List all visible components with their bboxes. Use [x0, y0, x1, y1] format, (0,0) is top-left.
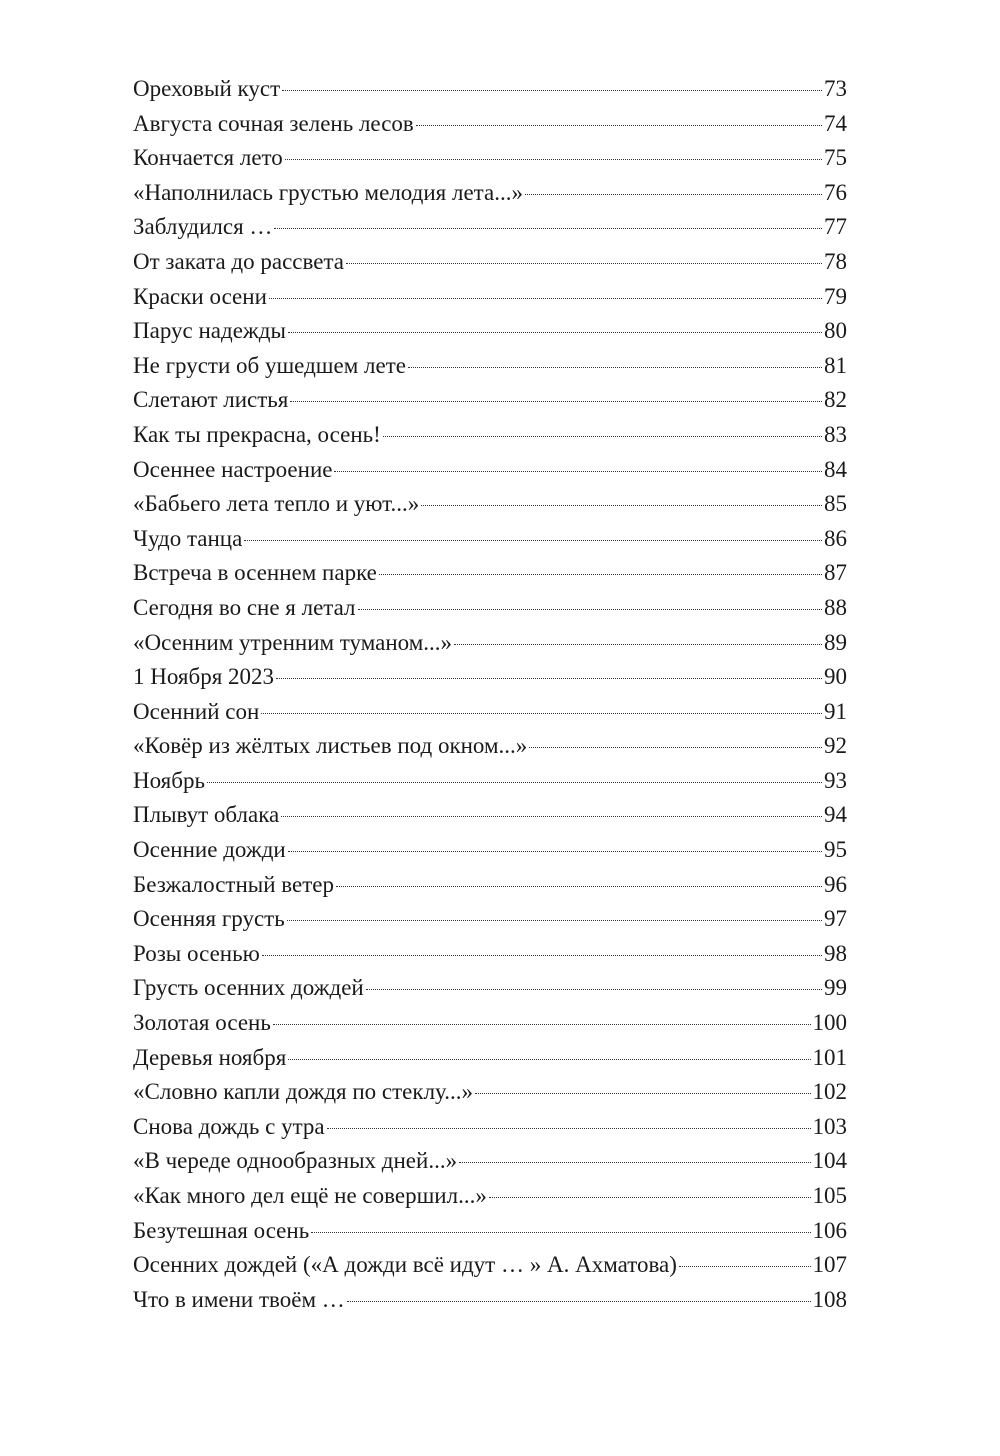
toc-entry-title: Ноябрь [133, 767, 205, 793]
toc-entry [133, 1214, 847, 1249]
toc-entry-title: «Как много дел ещё не совершил...» [133, 1183, 487, 1208]
toc-entry [133, 280, 847, 315]
toc-entry-title: «Словно капли дождя по стеклу...» [133, 1079, 473, 1105]
toc-dot-leader [311, 1232, 810, 1233]
toc-dot-leader [290, 401, 822, 402]
toc-entry-page-number: 98 [824, 940, 847, 966]
toc-entry-page-number: 104 [812, 1148, 847, 1174]
toc-entry-title: Парус надежды [133, 318, 286, 344]
toc-entry-page-number: 88 [824, 594, 847, 620]
toc-entry [133, 72, 847, 107]
toc-entry-title: Слетают листья [133, 387, 289, 413]
toc-dot-leader [408, 367, 822, 368]
toc-entry-title: Розы осенью [133, 940, 260, 966]
toc-entry [133, 833, 847, 868]
toc-entry-page-number: 79 [824, 283, 847, 309]
toc-dot-leader [287, 920, 822, 921]
toc-entry [133, 245, 847, 280]
toc-entry-page-number: 85 [824, 491, 847, 517]
toc-entry [133, 1006, 847, 1041]
toc-entry-page-number: 77 [824, 214, 847, 240]
toc-entry-title: От заката до рассвета [133, 248, 344, 274]
toc-entry-page-number: 92 [824, 733, 847, 759]
toc-entry-page-number: 100 [812, 1010, 847, 1036]
toc-dot-leader [334, 471, 822, 472]
toc-entry [133, 487, 847, 522]
toc-entry [133, 695, 847, 730]
toc-entry [133, 1283, 847, 1318]
toc-entry [133, 383, 847, 418]
toc-dot-leader [358, 609, 822, 610]
toc-entry-title: «В череде однообразных дней...» [133, 1148, 458, 1174]
toc-entry [133, 453, 847, 488]
toc-entry-page-number: 80 [824, 318, 847, 344]
toc-dot-leader [327, 1128, 811, 1129]
toc-entry [133, 210, 847, 245]
toc-entry-title: Сегодня во сне я летал [133, 594, 356, 620]
toc-dot-leader [269, 298, 822, 299]
toc-dot-leader [379, 574, 822, 575]
toc-entry [133, 418, 847, 453]
toc-entry-page-number: 78 [824, 248, 847, 274]
toc-entry-page-number: 97 [824, 906, 847, 932]
toc-entry-title: «Бабьего лета тепло и уют...» [133, 491, 420, 517]
toc-dot-leader [336, 886, 822, 887]
toc-entry [133, 1110, 847, 1145]
toc-entry-title: Безжалостный ветер [133, 871, 334, 897]
toc-entry [133, 764, 847, 799]
toc-entry-page-number: 75 [824, 145, 847, 171]
toc-entry-title: Августа сочная зелень лесов [133, 110, 414, 136]
toc-entry-page-number: 99 [824, 975, 847, 1001]
toc-entry-page-number: 93 [824, 767, 847, 793]
toc-entry-page-number: 105 [812, 1183, 847, 1208]
toc-entry-title: Снова дождь с утра [133, 1113, 325, 1139]
toc-entry-title: Как ты прекрасна, осень! [133, 421, 381, 447]
toc-entry-title: «Ковёр из жёлтых листьев под окном...» [133, 733, 528, 759]
toc-entry [133, 729, 847, 764]
toc-entry-title: Осенних дождей («А дожди всё идут … » А. Ахматова) [133, 1252, 677, 1278]
toc-entry [133, 141, 847, 176]
toc-entry-title: Кончается лето [133, 145, 283, 171]
toc-entry [133, 1075, 847, 1110]
toc-dot-leader [489, 1197, 811, 1198]
toc-dot-leader [262, 955, 822, 956]
toc-dot-leader [383, 436, 822, 437]
toc-entry [133, 902, 847, 937]
toc-entry-page-number: 73 [824, 76, 847, 101]
toc-entry-page-number: 74 [824, 110, 847, 136]
toc-entry [133, 349, 847, 384]
toc-entry-page-number: 86 [824, 525, 847, 551]
toc-entry-page-number: 95 [824, 837, 847, 863]
toc-entry-title: «Наполнилась грустью мелодия лета...» [133, 179, 523, 205]
toc-entry-title: Золотая осень [133, 1010, 271, 1036]
toc-entry-page-number: 103 [812, 1113, 847, 1139]
toc-entry-page-number: 94 [824, 802, 847, 828]
toc-entry [133, 1041, 847, 1076]
toc-entry [133, 1144, 847, 1179]
toc-entry [133, 107, 847, 142]
toc-dot-leader [347, 1301, 811, 1302]
toc-dot-leader [261, 713, 822, 714]
toc-entry-title: Осенние дожди [133, 837, 286, 863]
toc-entry-page-number: 102 [812, 1079, 847, 1105]
toc-entry [133, 591, 847, 626]
toc-dot-leader [475, 1093, 811, 1094]
toc-entry-title: Осенняя грусть [133, 906, 285, 932]
toc-dot-leader [525, 194, 822, 195]
toc-entry-page-number: 107 [812, 1252, 847, 1278]
toc-entry-page-number: 89 [824, 629, 847, 655]
toc-dot-leader [274, 228, 822, 229]
toc-entry-page-number: 82 [824, 387, 847, 413]
toc-entry [133, 176, 847, 211]
toc-entry-title: Краски осени [133, 283, 267, 309]
toc-entry-page-number: 81 [824, 352, 847, 378]
toc-entry [133, 798, 847, 833]
toc-entry-title: Чудо танца [133, 525, 243, 551]
toc-dot-leader [244, 540, 822, 541]
toc-entry-title: Заблудился … [133, 214, 273, 240]
toc-entry-page-number: 108 [812, 1286, 847, 1312]
toc-entry-title: Осенний сон [133, 698, 260, 724]
toc-entry-title: Осеннее настроение [133, 456, 333, 482]
toc-entry-title: Ореховый куст [133, 76, 281, 101]
toc-dot-leader [288, 332, 822, 333]
toc-dot-leader [459, 1162, 810, 1163]
toc-entry-title: Плывут облака [133, 802, 280, 828]
table-of-contents [133, 72, 847, 1317]
toc-entry-page-number: 101 [812, 1044, 847, 1070]
toc-dot-leader [207, 782, 822, 783]
toc-dot-leader [276, 678, 822, 679]
toc-entry-page-number: 84 [824, 456, 847, 482]
toc-dot-leader [282, 90, 822, 91]
toc-dot-leader [421, 505, 822, 506]
toc-entry-title: 1 Ноября 2023 [133, 664, 275, 690]
toc-entry [133, 868, 847, 903]
toc-entry [133, 522, 847, 557]
toc-dot-leader [679, 1266, 811, 1267]
toc-entry [133, 556, 847, 591]
toc-dot-leader [285, 159, 822, 160]
toc-entry-title: Грусть осенних дождей [133, 975, 364, 1001]
toc-dot-leader [529, 747, 822, 748]
toc-entry-title: Не грусти об ушедшем лете [133, 352, 406, 378]
toc-entry-title: Деревья ноября [133, 1044, 287, 1070]
toc-entry-page-number: 90 [824, 664, 847, 690]
toc-entry [133, 626, 847, 661]
toc-entry-title: Встреча в осеннем парке [133, 560, 377, 586]
toc-entry-page-number: 76 [824, 179, 847, 205]
toc-dot-leader [288, 1059, 810, 1060]
toc-entry [133, 1248, 847, 1283]
toc-dot-leader [416, 125, 822, 126]
toc-entry-title: Безутешная осень [133, 1217, 310, 1243]
toc-entry-page-number: 83 [824, 421, 847, 447]
toc-dot-leader [281, 816, 822, 817]
toc-dot-leader [346, 263, 822, 264]
toc-entry [133, 314, 847, 349]
toc-entry [133, 1179, 847, 1214]
toc-entry-page-number: 106 [812, 1217, 847, 1243]
toc-dot-leader [366, 989, 822, 990]
toc-dot-leader [288, 851, 822, 852]
toc-entry [133, 937, 847, 972]
toc-dot-leader [454, 644, 822, 645]
toc-entry [133, 971, 847, 1006]
toc-entry-page-number: 91 [824, 698, 847, 724]
toc-entry [133, 660, 847, 695]
toc-dot-leader [273, 1024, 811, 1025]
toc-entry-page-number: 87 [824, 560, 847, 586]
toc-entry-title: «Осенним утренним туманом...» [133, 629, 453, 655]
toc-entry-title: Что в имени твоём … [133, 1286, 345, 1312]
toc-entry-page-number: 96 [824, 871, 847, 897]
